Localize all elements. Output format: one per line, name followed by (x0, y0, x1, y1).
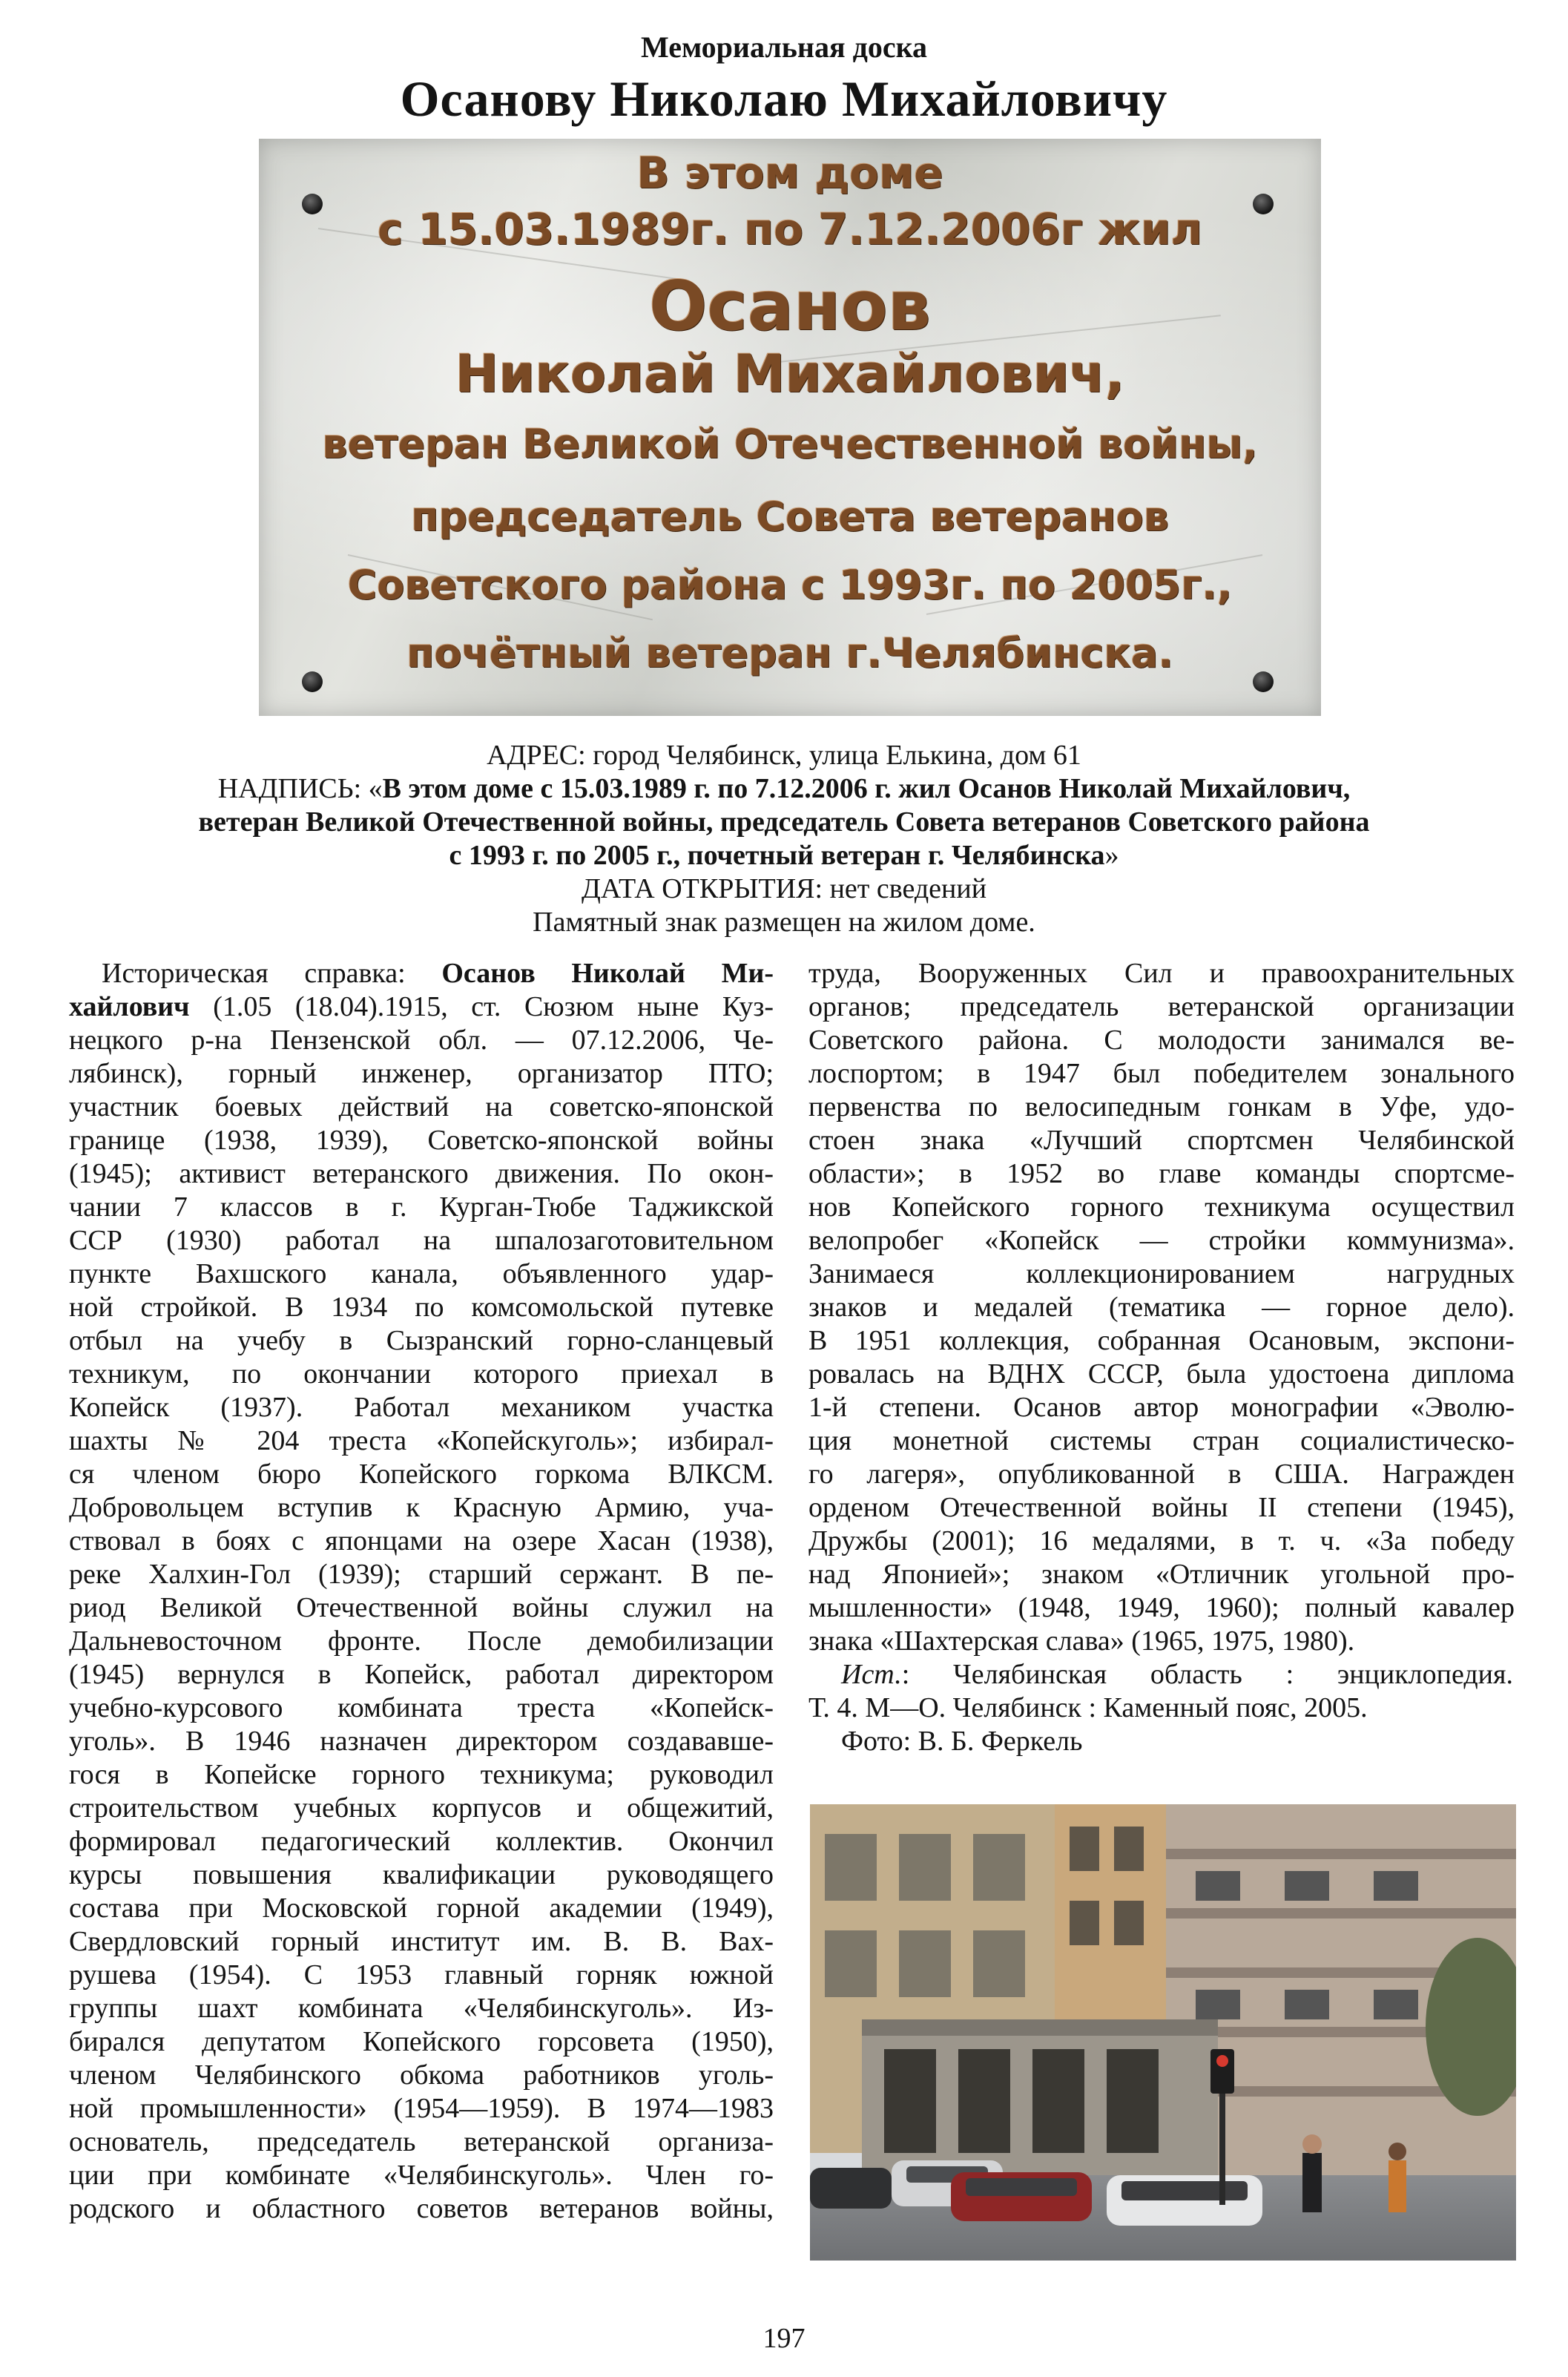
inscription-text: ветеран Великой Отечественной войны, председатель Совета ветеранов Советского района (198, 806, 1370, 838)
text-line: ся членом бюро Копейского горкома ВЛКСМ. (69, 1459, 774, 1490)
text-line: труда, Вооруженных Сил и правоохранительных (808, 958, 1515, 989)
text-line (69, 957, 774, 990)
text-line: Дальневосточном фронте. После демобилизации (69, 1625, 774, 1657)
plaque-line: Советского района с 1993г. по 2005г., (347, 562, 1233, 608)
plaque-line: почётный ветеран г.Челябинска. (406, 630, 1173, 677)
text-line: (1945) вернулся в Копейск, работал директором (69, 1659, 774, 1690)
text-span: (1.05 (18.04).1915, ст. Сюзюм ныне Куз- (189, 991, 774, 1022)
text-line: чании 7 классов в г. Курган-Тюбе Таджикской (69, 1191, 774, 1223)
address-label: АДРЕС: (487, 740, 586, 771)
text-line: Добровольцем вступив к Красную Армию, уча- (69, 1492, 774, 1523)
photo-credit: Фото: В. Б. Феркель (841, 1726, 1083, 1757)
text-line: над Японией»; знаком «Отличник угольной про- (808, 1559, 1515, 1590)
text-line: участник боевых действий на советско-японской (69, 1091, 774, 1122)
text-line: В 1951 коллекция, собранная Осановым, экспони- (808, 1325, 1515, 1356)
text-line: курсы повышения квалификации руководящего (69, 1859, 774, 1890)
subtitle: Мемориальная доска (640, 30, 928, 64)
text-line: Копейск (1937). Работал механиком участка (69, 1392, 774, 1423)
text-line: нецкого р-на Пензенской обл. — 07.12.2006, Че- (69, 1025, 774, 1056)
text-line: реке Халхин-Гол (1939); старший сержант. В пе- (69, 1559, 774, 1590)
text-line: Советского района. С молодости занимался ве- (808, 1025, 1515, 1056)
text-line: ной промышленности» (1954—1959). В 1974—1983 (69, 2093, 774, 2124)
text-line: Занимаеся коллекционированием нагрудных (808, 1258, 1515, 1289)
inscription-text: с 1993 г. по 2005 г., почетный ветеран г. Челябинска (449, 840, 1105, 871)
plaque-line: с 15.03.1989г. по 7.12.2006г жил (377, 204, 1203, 254)
text-line: основатель, председатель ветеранской организа- (69, 2126, 774, 2157)
text-line: ции при комбинате «Челябинскуголь». Член го- (69, 2160, 774, 2191)
text-line: мышленности» (1948, 1949, 1960); полный кавалер (808, 1592, 1515, 1623)
text-line: строительством учебных корпусов и общежитий, (69, 1792, 774, 1824)
address-value: город Челябинск, улица Елькина, дом 61 (585, 740, 1081, 771)
text-line: ССР (1930) работал на шпалозаготовительном (69, 1225, 774, 1256)
text-line: ция монетной системы стран социалистическо- (808, 1425, 1515, 1456)
text-line: ствовал в боях с японцами на озере Хасан (1938), (69, 1525, 774, 1556)
text-line: орденом Отечественной войны II степени (1945), (808, 1492, 1515, 1523)
text-line: го лагеря», опубликованной в США. Награжден (808, 1459, 1515, 1490)
text-line (69, 990, 774, 1024)
source-line: Т. 4. М—О. Челябинск : Каменный пояс, 2005. (808, 1692, 1368, 1723)
text-line: Дружбы (2001); 16 медалями, в т. ч. «За победу (808, 1525, 1515, 1556)
opening-label: ДАТА ОТКРЫТИЯ: (581, 873, 823, 904)
text-line: знаков и медалей (тематика — горное дело). (808, 1292, 1515, 1323)
memorial-plaque-photo (259, 139, 1321, 716)
text-line: знака «Шахтерская слава» (1965, 1975, 1980). (808, 1625, 1355, 1657)
text-line: риод Великой Отечественной войны служил на (69, 1592, 774, 1623)
plaque-line: председатель Совета ветеранов (411, 493, 1169, 540)
inscription-close: » (1104, 840, 1119, 871)
text-line: уголь». В 1946 назначен директором создававше- (69, 1726, 774, 1757)
text-line: родского и областного советов ветеранов войны, (69, 2193, 774, 2224)
inscription-label: НАДПИСЬ: « (217, 773, 383, 804)
text-span: : Челябинская область : энциклопедия. (901, 1659, 1513, 1690)
text-line: учебно-курсового комбината треста «Копейск- (69, 1692, 774, 1723)
text-line: ной стройкой. В 1934 по комсомольской путевке (69, 1292, 774, 1323)
text-line: гося в Копейске горного техникума; руководил (69, 1759, 774, 1790)
text-line: лоспортом; в 1947 был победителем зонального (808, 1058, 1515, 1089)
text-line: лябинск), горный инженер, организатор ПТО; (69, 1058, 774, 1089)
inscription-line (0, 839, 1568, 872)
plaque-line: Осанов (649, 266, 931, 346)
text-line: шахты № 204 треста «Копейскуголь»; избирал- (69, 1425, 774, 1456)
text-line: велопробег «Копейск — стройки коммунизма». (808, 1225, 1515, 1256)
text-line: техникум, по окончании которого приехал в (69, 1358, 774, 1390)
text-line: группы шахт комбината «Челябинскуголь». Из- (69, 1993, 774, 2024)
text-line: Свердловский горный институт им. В. В. Вах- (69, 1926, 774, 1957)
plaque-line: ветеран Великой Отечественной войны, (322, 421, 1258, 467)
plaque-line: Николай Михайлович, (455, 343, 1125, 404)
text-line: отбыл на учебу в Сызранский горно-сланцевый (69, 1325, 774, 1356)
inscription-line (0, 806, 1568, 839)
text-line: области»; в 1952 во главе команды спортсме- (808, 1158, 1515, 1189)
person-name: Осанов Николай Ми- (441, 958, 774, 989)
building-photo-drawing (810, 1804, 1516, 2261)
text-line: формировал педагогический коллектив. Окончил (69, 1826, 774, 1857)
text-line: бирался депутатом Копейского горсовета (1950), (69, 2026, 774, 2057)
text-line: рушева (1954). С 1953 главный горняк южной (69, 1959, 774, 1990)
inscription-line (0, 772, 1568, 806)
plaque-line: В этом доме (636, 148, 943, 198)
page-number: 197 (762, 2323, 806, 2354)
text-line: (1945); активист ветеранского движения. По окон- (69, 1158, 774, 1189)
text-line: нов Копейского горного техникума осуществил (808, 1191, 1515, 1223)
text-line: членом Челябинского обкома работников уголь- (69, 2059, 774, 2091)
intro-label: Историческая справка: (102, 958, 442, 989)
opening-value: нет сведений (823, 873, 987, 904)
opening-date (0, 872, 1568, 906)
source-line (808, 1658, 1513, 1691)
text-line: органов; председатель ветеранской организации (808, 991, 1515, 1022)
text-line: 1-й степени. Осанов автор монографии «Эволю- (808, 1392, 1515, 1423)
page-title: Осанову Николаю Михайловичу (400, 70, 1168, 127)
text-line: границе (1938, 1939), Советско-японской войны (69, 1125, 774, 1156)
source-label: Ист. (841, 1659, 902, 1690)
text-line: первенства по велосипедным гонкам в Уфе, удо- (808, 1091, 1515, 1122)
text-line: ровалась на ВДНХ СССР, была удостоена диплома (808, 1358, 1515, 1390)
text-line: пункте Вахшского канала, объявленного удар- (69, 1258, 774, 1289)
address (0, 739, 1568, 772)
building-photo (810, 1804, 1516, 2261)
placement-note: Памятный знак размещен на жилом доме. (533, 907, 1035, 938)
inscription-text: В этом доме с 15.03.1989 г. по 7.12.2006 г. жил Осанов Николай Михайлович, (382, 773, 1351, 804)
person-name: хайлович (69, 991, 190, 1022)
text-line: стоен знака «Лучший спортсмен Челябинской (808, 1125, 1515, 1156)
text-line: состава при Московской горной академии (1949), (69, 1893, 774, 1924)
